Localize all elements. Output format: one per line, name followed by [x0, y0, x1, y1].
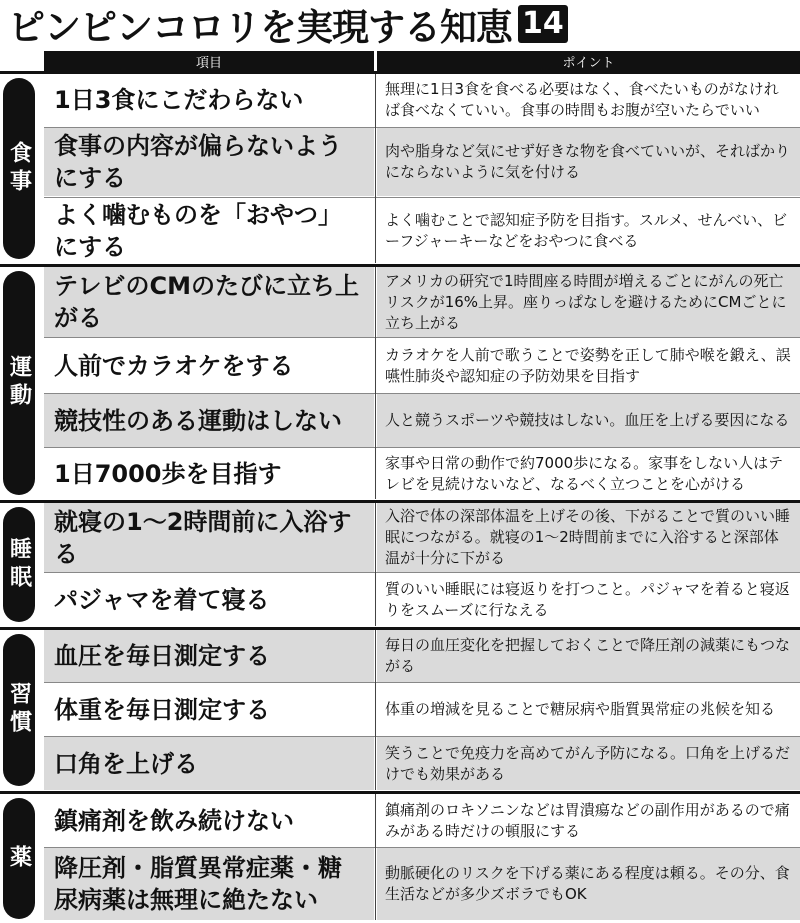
group-label: 食事: [3, 78, 35, 259]
group-medicine: [0, 794, 800, 923]
item-cell: 口角を上げる: [44, 737, 374, 790]
point-cell: 質のいい睡眠には寝返りを打つこと。パジャマを着ると寝返りをスムーズに行なえる: [385, 579, 790, 619]
table-row: [0, 267, 800, 337]
item-cell: 1日7000歩を目指す: [54, 459, 282, 488]
item-cell: 血圧を毎日測定する: [44, 630, 374, 682]
table-row: [0, 737, 800, 790]
column-header-item: 項目: [44, 51, 374, 71]
point-cell: 毎日の血圧変化を把握しておくことで降圧剤の減薬にもつながる: [377, 630, 800, 682]
point-cell: カラオケを人前で歌うことで姿勢を正して肺や喉を鍛え、誤嚥性肺炎や認知症の予防効果を目指す: [385, 345, 791, 385]
table-row: [0, 74, 800, 126]
column-divider: [375, 267, 376, 499]
column-divider: [375, 630, 376, 790]
item-cell: 食事の内容が偏らないようにする: [44, 128, 374, 196]
point-cell: 鎮痛剤のロキソニンなどは胃潰瘍などの副作用があるので痛みがある時だけの頓服にする: [385, 800, 790, 840]
point-cell: 入浴で体の深部体温を上げその後、下がることで質のいい睡眠につながる。就寝の1〜2時間前までに入浴すると深部体温が十分に下がる: [377, 503, 800, 572]
table-row: [0, 338, 800, 393]
table-row: [0, 573, 800, 626]
point-cell: アメリカの研究で1時間座る時間が増えるごとにがんの死亡リスクが16%上昇。座りっぱなしを避けるためにCMごとに立ち上がる: [377, 267, 800, 337]
group-exercise: [0, 267, 800, 499]
item-cell: 競技性のある運動はしない: [44, 394, 374, 447]
title-number-badge: 14: [518, 5, 568, 43]
column-divider: [375, 74, 376, 263]
title-bar: [0, 0, 800, 48]
point-cell: 体重の増減を見ることで糖尿病や脂質異常症の兆候を知る: [385, 700, 776, 718]
table-row: [0, 198, 800, 263]
item-cell: 降圧剤・脂質異常症薬・糖尿病薬は無理に絶たない: [44, 848, 374, 920]
table-row: [0, 683, 800, 736]
table-row: [0, 503, 800, 572]
group-label: 習慣: [3, 634, 35, 786]
point-cell: よく噛むことで認知症予防を目指す。スルメ、せんべい、ビーフジャーキーなどをおやつに食べる: [385, 210, 788, 250]
table-row: [0, 394, 800, 447]
item-cell: 鎮痛剤を飲み続けない: [54, 806, 294, 835]
group-meal: [0, 74, 800, 263]
table-row: [0, 128, 800, 196]
group-label: 運動: [3, 271, 35, 495]
page-title: ピンピンコロリを実現する知恵: [8, 6, 512, 49]
group-sleep: [0, 503, 800, 626]
column-divider: [375, 503, 376, 626]
item-cell: 1日3食にこだわらない: [54, 86, 304, 114]
item-cell: テレビのCMのたびに立ち上がる: [44, 267, 374, 337]
point-cell: 家事や日常の動作で約7000歩になる。家事をしない人はテレビを見続けないなど、なるべく立つことを心がける: [385, 453, 784, 493]
point-cell: 笑うことで免疫力を高めてがん予防になる。口角を上げるだけでも効果がある: [377, 737, 800, 790]
table-row: [0, 794, 800, 847]
item-cell: パジャマを着て寝る: [54, 585, 270, 614]
group-label: 睡眠: [3, 507, 35, 622]
group-habit: [0, 630, 800, 790]
item-cell: 就寝の1〜2時間前に入浴する: [44, 503, 374, 572]
table-row: [0, 630, 800, 682]
item-cell: 体重を毎日測定する: [54, 695, 270, 724]
point-cell: 人と競うスポーツや競技はしない。血圧を上げる要因になる: [377, 394, 800, 447]
point-cell: 肉や脂身など気にせず好きな物を食べていいが、そればかりにならないように気を付ける: [377, 128, 800, 196]
point-cell: 無理に1日3食を食べる必要はなく、食べたいものがなければ食べなくていい。食事の時間もお腹が空いたらでいい: [385, 80, 779, 119]
item-cell: 人前でカラオケをする: [54, 351, 294, 380]
table-row: [0, 848, 800, 920]
column-divider: [375, 794, 376, 920]
table-row: [0, 448, 800, 499]
item-cell: よく噛むものを「おやつ」にする: [54, 200, 342, 261]
column-header-point: ポイント: [377, 51, 800, 71]
point-cell: 動脈硬化のリスクを下げる薬にある程度は頼る。その分、食生活などが多少ズボラでもOK: [377, 848, 800, 920]
group-label: 薬: [3, 798, 35, 919]
